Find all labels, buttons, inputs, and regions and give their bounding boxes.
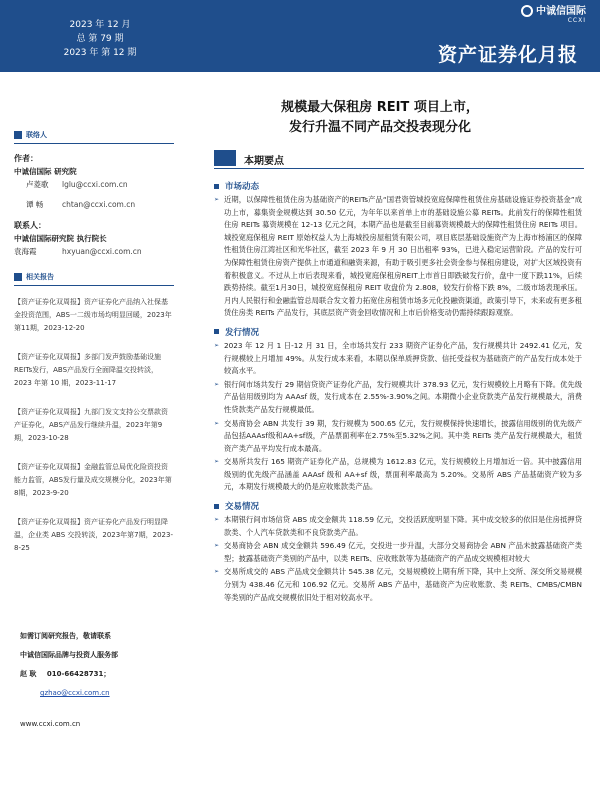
service-phone: 010-66428731； [46,670,111,678]
square-bullet-icon [214,329,219,334]
section-heading [214,150,584,169]
website-link[interactable]: www.ccxi.com.cn [20,720,81,728]
subsection-title-label: 市场动态 [225,182,260,192]
paragraph: ➢ 2023 年 12 月 1 日-12 月 31 日，全市场共发行 233 期资产证券化产品，发行规模共计 2492.41 亿元，发行规模较上月增加 49%。从发行成本来看，本期以保单质押贷款、信托受益权为基础资产的产品发行成本处于较高水平。 [214,340,582,378]
section-heading-block [214,150,236,166]
contact-email[interactable]: hxyuan@ccxi.com.cn [62,247,142,256]
square-bullet-icon [214,184,219,189]
author-row [14,198,174,211]
main-title-line1: 规模最大保租房 REIT 项目上市， [281,100,479,115]
author-name: 卢菱歌 [26,180,49,189]
related-icon [14,273,22,281]
related-report[interactable]: 【资产证券化双周报】金融监管总局优化险资投资能力监管，ABS发行量及成交规模分化，2023年第8期，2023-9-20 [14,463,172,497]
paragraph: ➢ 交易所共发行 165 期资产证券化产品，总规模为 1612.83 亿元，发行规模较上月增加近一倍。其中披露信用级别的优先级产品涵盖 AAAsf 级和 AA+sf 级，票面利率最高为 5.20%。交易所 ABS 产品基础资产较为多元，本期发行规模最大的仍是应收账款类产品。 [214,456,582,494]
related-heading [14,272,174,286]
author-email[interactable]: lglu@ccxi.com.cn [62,180,128,189]
paragraph: ➢ 交易商协会 ABN 成交金额共 596.49 亿元，交投进一步升温，大部分交易商协会 ABN 产品未披露基础资产类型；披露基础资产类别的产品中，以类 REITs、应收账款等为基础资产的产品成交规模相对较大 [214,540,582,565]
paragraph: ➢ 交易所成交的 ABS 产品成交金额共计 545.38 亿元，交易规模较上期有所下降，其中上交所、深交所交易规模分别为 438.46 亿元和 106.92 亿元。交易所 ABS 产品中，基础资产为应收账款、类 REITs、CMBS/CMBN 等类别的产品成交规模依旧处于相对较高水平。 [214,566,582,604]
paragraph: ➢ 近期，以保障性租赁住房为基础资产的REITs产品“国君资管城投宽庭保障性租赁住房基础设施证券投资基金”成功上市，募集资金规模达到 30.50 亿元，为年年以来首单上市的基础设施公募 REITs。此前发行的保障性租赁住房 REITs 募资规模在 12-13 亿元之间，本期产品也是截至目前募资规模最大的保障性租赁住房 REITs 项目。城投宽庭保租房 REIT 原始权益人为上海城投房屋租赁有限公司，项目底层基础设施资产为上海市杨浦区的保障性租赁住房江湾社区和光华社区，截至 2023 年 9 月 30 日出租率 93%，已进入稳定运营阶段。产品的发行可为保障性租赁住房资产提供上市通道和融资来源，有助于吸引更多社会资金参与保租房建设，对扩大区域投资有着积极意义。不过从上市后表现来看，城投宽庭保租房REIT上市首日即跌破发行价，盘中一度下跌11%，后续跌势持续。截至1月30日，城投宽庭保租房 REIT 收盘价为 2.808，较发行价格下跌 8%，二级市场表现承压。月内人民银行和金融监管总局联合发文着力拓宽住房租赁市场多元化投融资渠道，政策引导下，未来或有更多租赁住房类 REITs 产品发行，其底层资产资金回收情况和上市后价格变动仍需持续跟踪观察。 [214,194,582,320]
sidebar [14,130,174,571]
issue-meta [60,18,140,60]
key-points [214,176,582,605]
author-label: 作者： [14,154,38,163]
author-block [14,152,174,258]
subsection-title [214,500,582,512]
main-title [230,98,530,138]
square-bullet-icon [214,504,219,509]
section-heading-label: 本期要点 [244,156,284,167]
author-org: 中诚信国际 研究院 [14,167,77,176]
subscription-contact [20,630,170,731]
ccxi-logo-icon [521,5,533,17]
paragraph: ➢ 本期银行间市场信贷 ABS 成交金额共 118.59 亿元，交投活跃度明显下降。其中成交较多的依旧是住房抵押贷款类、个人汽车贷款类和不良贷款类产品。 [214,514,582,539]
paragraph: ➢ 银行间市场共发行 29 期信贷资产证券化产品，发行规模共计 378.93 亿元，发行规模较上月略有下降。优先级产品信用级别均为 AAAsf 级，发行成本在 2.55%-3.90%之间。本期微小企业贷款类产品发行规模最大，消费性贷款类产品发行规模最低。 [214,379,582,417]
subscribe-note: 如需订阅研究报告，敬请联系 [20,632,111,640]
contact-heading [14,130,174,144]
contact-row [14,245,174,258]
paragraph: ➢ 交易商协会 ABN 共发行 39 期，发行规模为 500.65 亿元，发行规模保持快速增长，披露信用级别的优先级产品包括AAAsf级和AA+sf级，产品票面利率在2.75%至5.32%之间。其中类 REITs 类产品发行规模最大，租赁资产类产品平均发行成本最高。 [214,418,582,456]
author-email[interactable]: chtan@ccxi.com.cn [62,200,136,209]
subsection-title-label: 交易情况 [225,502,260,513]
contact-icon [14,131,22,139]
issue-year: 2023 年 第 12 期 [63,48,137,58]
service-contact-name: 赵 耿 [20,670,37,678]
report-title: 资产证券化月报 [437,44,578,66]
logo-name: 中诚信国际 [536,6,586,17]
report-header [0,0,600,72]
contact-label: 联系人： [14,221,46,230]
related-heading-label: 相关报告 [26,273,54,281]
issue-date: 2023 年 12 月 [69,20,131,30]
related-report[interactable]: 【资产证券化双周报】九部门发文支持公交票款资产证券化，ABS产品发行继续升温，2023年第9期，2023-10-28 [14,408,168,442]
related-report[interactable]: 【资产证券化双周报】多部门发声鼓励基础设施REITs发行，ABS产品发行全面降温交投转淡，2023 年第 10 期，2023-11-17 [14,353,161,387]
service-email[interactable]: gzhao@ccxi.com.cn [40,689,110,697]
related-list [14,296,174,555]
author-row [14,178,174,191]
subsection-title-label: 发行情况 [225,327,260,338]
issue-total: 总 第 79 期 [76,34,124,44]
contact-org: 中诚信国际研究院 执行院长 [14,234,107,243]
related-report[interactable]: 【资产证券化双周报】资产证券化产品纳入社保基金投资范围，ABS一二级市场均明显回暖，2023年第11期，2023-12-20 [14,298,172,332]
ccxi-logo [521,2,586,24]
contact-name: 袁海霞 [14,247,37,256]
service-contact [20,668,170,681]
subsection-title [214,180,582,192]
subsection-title [214,326,582,338]
related-report[interactable]: 【资产证券化双周报】资产证券化产品发行明显降温，企业类 ABS 交投转淡，2023年第7期，2023-8-25 [14,518,173,552]
logo-sub: CCXI [567,17,586,24]
author-name: 谭 畅 [26,200,44,209]
main-title-line2: 发行升温不同产品交投表现分化 [288,120,471,135]
service-dept: 中诚信国际品牌与投资人服务部 [20,651,118,659]
contact-heading-label: 联络人 [26,131,47,139]
